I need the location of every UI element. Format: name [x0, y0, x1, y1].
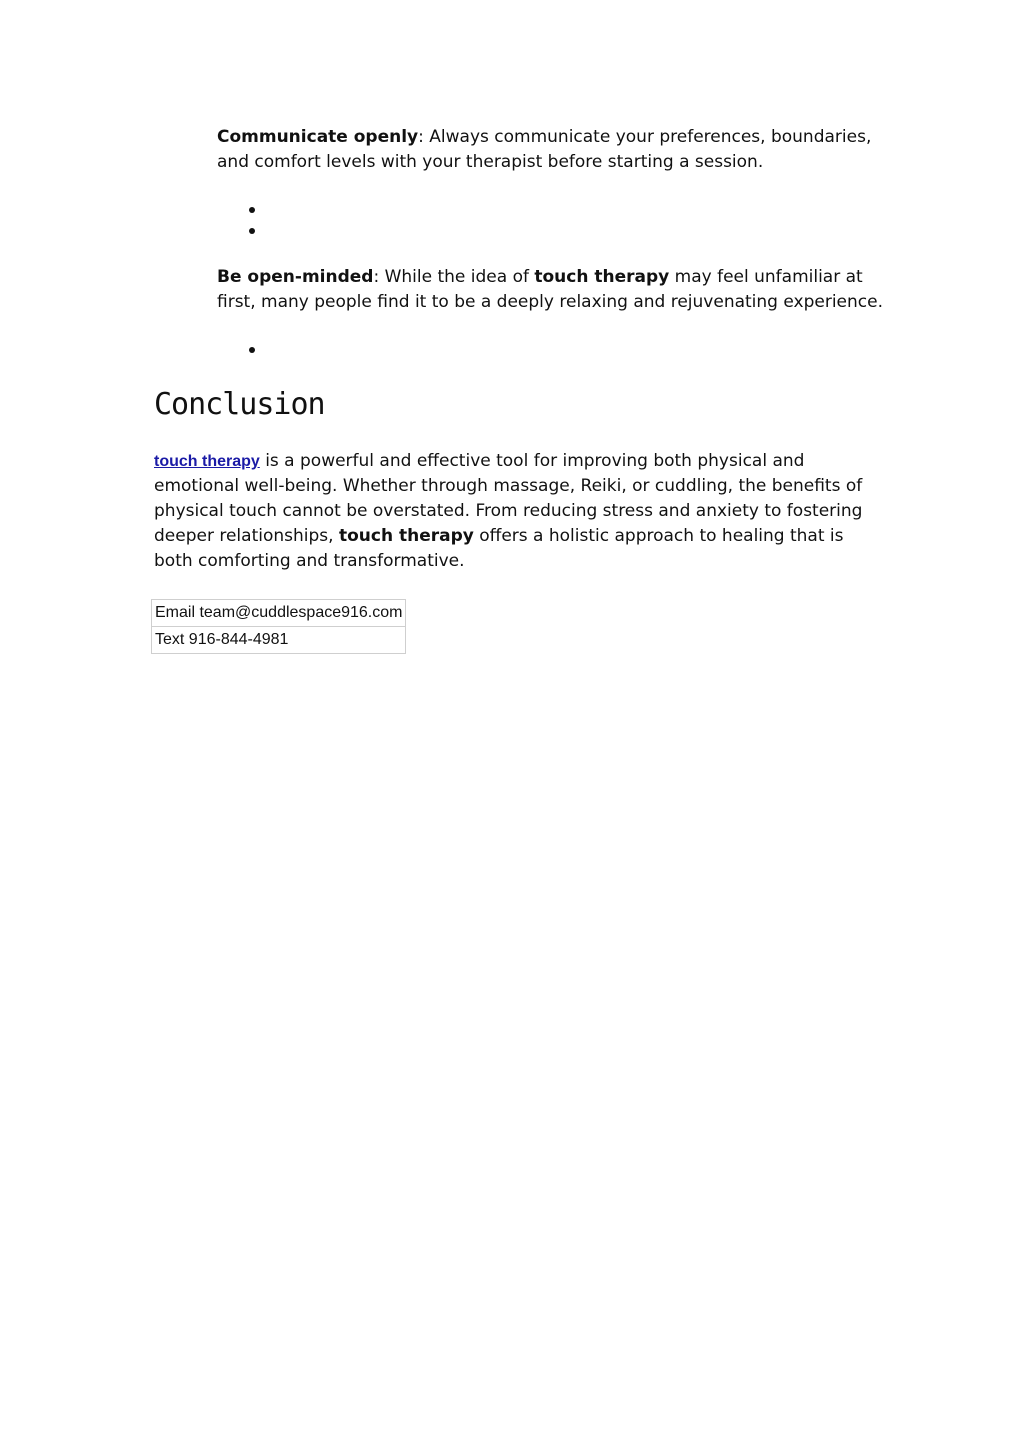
tip-be-open-minded [217, 265, 887, 315]
touch-therapy-link[interactable]: touch therapy [154, 453, 260, 470]
conclusion-paragraph [154, 449, 874, 574]
tip-text: may feel unfamiliar at first, many people find it to be a deeply relaxing and rejuvenating experience. [217, 267, 883, 312]
tip-text: While the idea of [384, 267, 535, 287]
table-row [152, 627, 406, 654]
conclusion-text: offers a holistic approach to healing that is both comforting and transformative. [154, 526, 844, 571]
tip-bold-term: touch therapy [534, 267, 670, 287]
tip-communicate-openly [217, 125, 877, 175]
conclusion-heading: Conclusion [154, 387, 325, 422]
tip-term: Communicate openly [217, 127, 419, 147]
contact-text-cell: Text 916-844-4981 [152, 627, 406, 654]
contact-table [151, 599, 406, 654]
empty-list-bullet [249, 228, 255, 234]
tip-separator: : [418, 127, 430, 147]
tip-text: Always communicate your preferences, boundaries, and comfort levels with your therapist before starting a session. [217, 127, 872, 172]
conclusion-text: is a powerful and effective tool for improving both physical and emotional well-being. Whether through massage, Reiki, or cuddling, the benefits of physical touch cannot be overstated. From reducing stress and anxiety to fostering deeper relationships, [154, 451, 863, 546]
empty-list-bullet [249, 347, 255, 353]
tip-term: Be open-minded [217, 267, 374, 287]
table-row [152, 600, 406, 627]
contact-email-cell: Email team@cuddlespace916.com [152, 600, 406, 627]
empty-list-bullet [249, 207, 255, 213]
conclusion-bold-term: touch therapy [338, 526, 474, 546]
tip-separator: : [373, 267, 385, 287]
